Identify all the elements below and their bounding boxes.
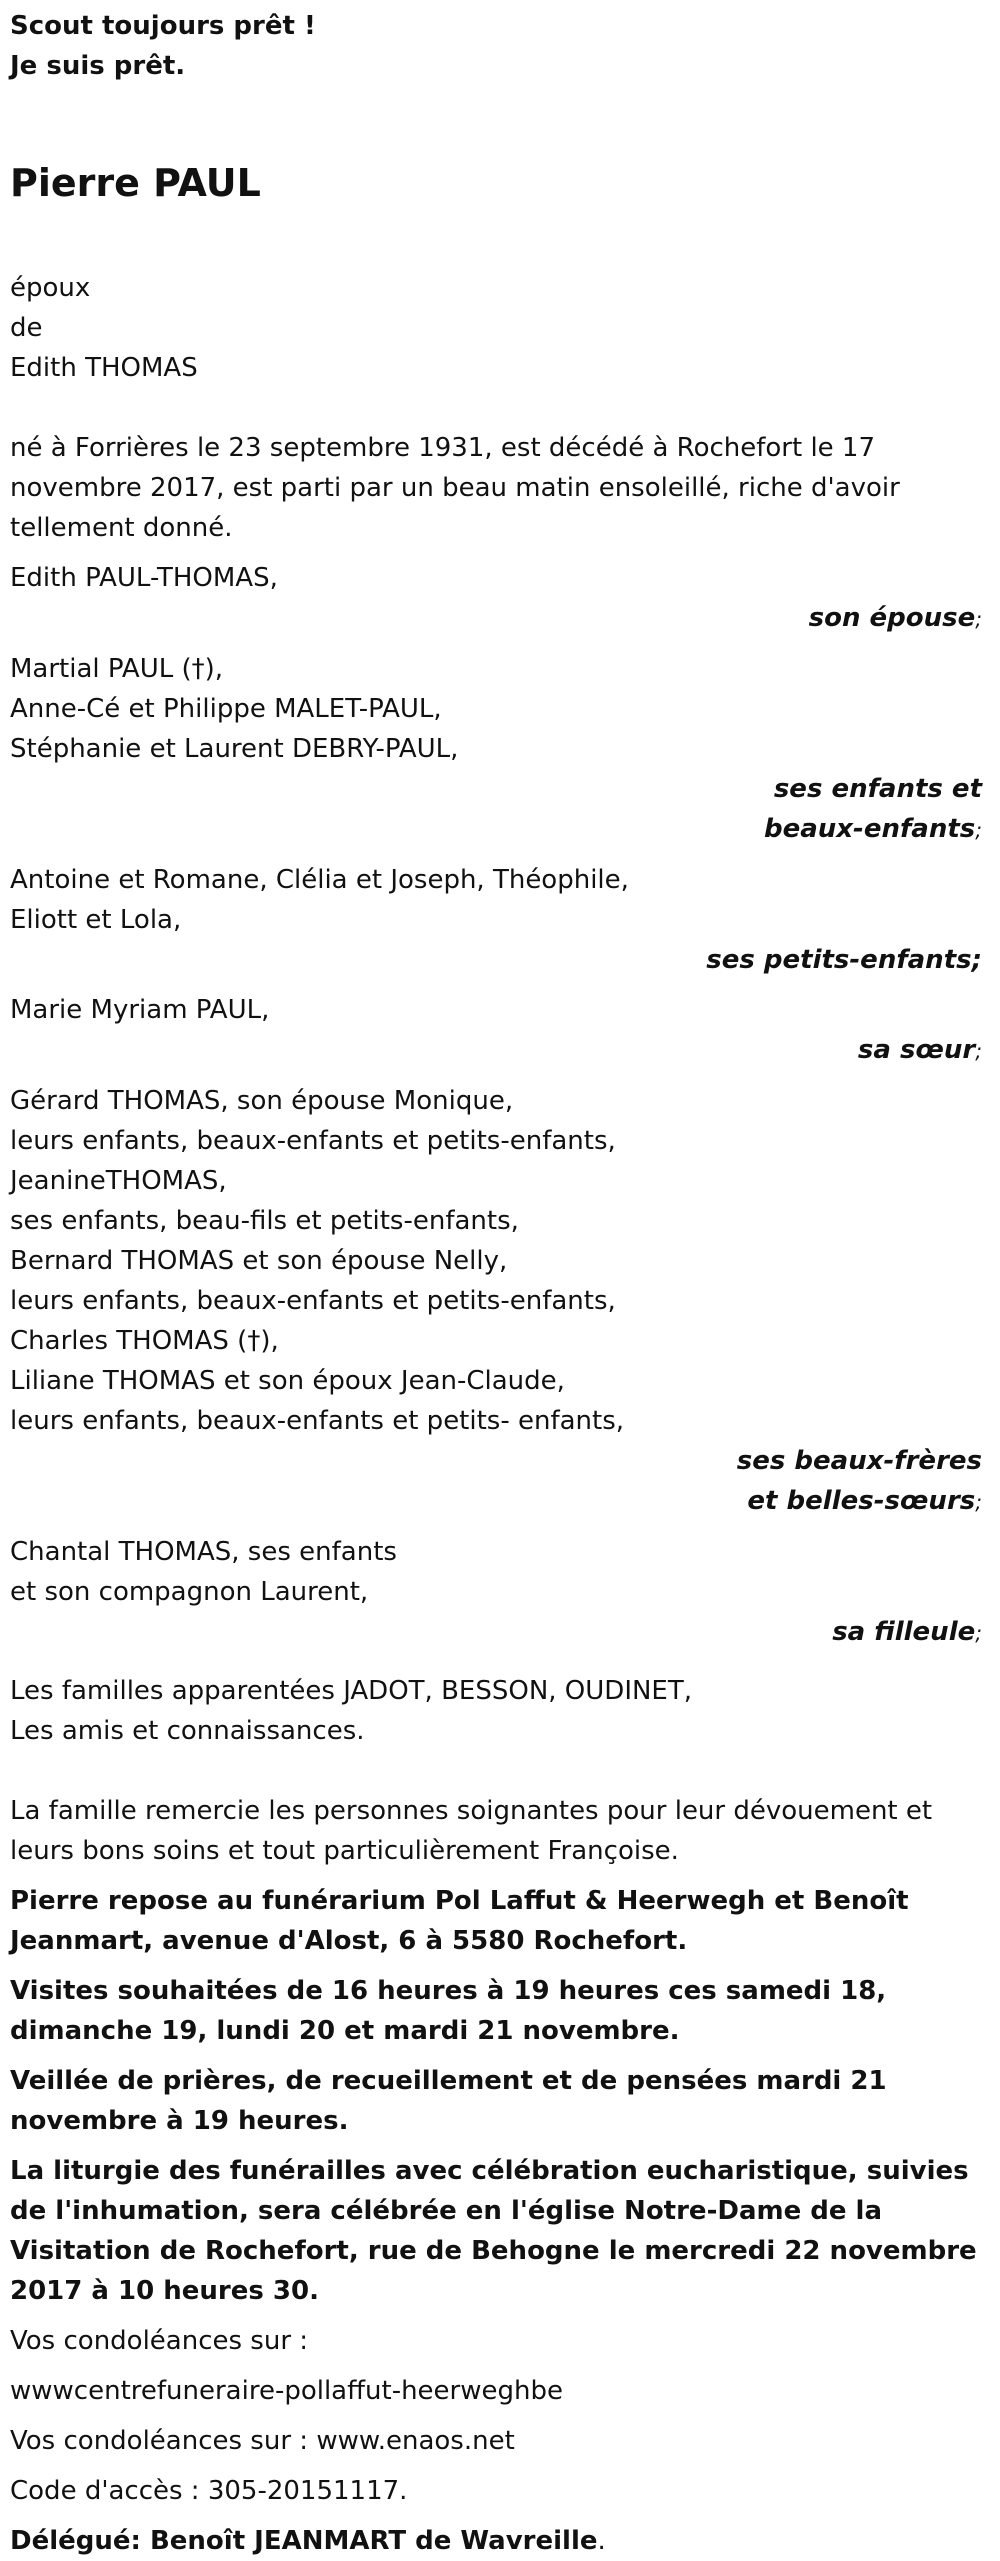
family-member-line: et son compagnon Laurent,: [10, 1577, 369, 1607]
family-member-line: leurs enfants, beaux-enfants et petits- enfants,: [10, 1406, 625, 1436]
family-role-text: son épouse: [808, 603, 976, 633]
family-member-line: Chantal THOMAS, ses enfants: [10, 1537, 397, 1567]
family-member-line: Liliane THOMAS et son époux Jean-Claude,: [10, 1366, 565, 1396]
family-member-line: Gérard THOMAS, son épouse Monique,: [10, 1086, 514, 1116]
family-role-label: [10, 1441, 990, 1481]
condolences-website-1: wwwcentrefuneraire-pollaffut-heerweghbe: [10, 2376, 563, 2406]
family-role-label: [10, 769, 990, 809]
family-role-label: [10, 809, 990, 850]
family-group: [10, 649, 990, 850]
family-group: [10, 990, 990, 1071]
funerarium-info: Pierre repose au funérarium Pol Laffut & Heerwegh et Benoît Jeanmart, avenue d'Alost, 6 à 5580 Rochefort.: [10, 1886, 909, 1956]
spouse-name: Edith THOMAS: [10, 353, 198, 383]
role-separator: ;: [975, 607, 982, 631]
delegate: [10, 2521, 990, 2561]
family-member-line: ses enfants, beau-fils et petits-enfants,: [10, 1206, 519, 1236]
motto-line-1: Scout toujours prêt !: [10, 11, 316, 41]
family-member-line: Edith PAUL-THOMAS,: [10, 563, 278, 593]
condolences-website-2: Vos condoléances sur : www.enaos.net: [10, 2426, 515, 2456]
family-role-label: [10, 1030, 990, 1071]
spouse-block: [10, 268, 990, 388]
motto-line-2: Je suis prêt.: [10, 51, 186, 81]
relatives-line-2: Les amis et connaissances.: [10, 1716, 365, 1746]
family-member-line: Antoine et Romane, Clélia et Joseph, Théophile,: [10, 865, 629, 895]
family-group: [10, 558, 990, 639]
family-role-label: [10, 598, 990, 639]
family-group: [10, 1532, 990, 1653]
family-member-line: Stéphanie et Laurent DEBRY-PAUL,: [10, 734, 459, 764]
family-role-text: beaux-enfants: [763, 814, 976, 844]
condolences-label: Vos condoléances sur :: [10, 2326, 309, 2356]
family-group: [10, 860, 990, 980]
family-role-label: [10, 1612, 990, 1653]
access-code: Code d'accès : 305-20151117.: [10, 2476, 408, 2506]
family-role-text: sa filleule: [832, 1617, 976, 1647]
family-member-line: leurs enfants, beaux-enfants et petits-enfants,: [10, 1126, 616, 1156]
family-role-label: [10, 1481, 990, 1522]
family-member-line: JeanineTHOMAS,: [10, 1166, 227, 1196]
thanks-paragraph: La famille remercie les personnes soignantes pour leur dévouement et leurs bons soins et tout particulièrement Françoise.: [10, 1796, 933, 1866]
relatives-line-1: Les familles apparentées JADOT, BESSON, OUDINET,: [10, 1676, 693, 1706]
family-role-text: sa sœur: [857, 1035, 976, 1065]
relatives-block: [10, 1671, 990, 1751]
relation-line-1: époux: [10, 273, 91, 303]
role-separator: ;: [975, 1039, 982, 1063]
role-separator: ;: [975, 818, 982, 842]
family-member-line: Anne-Cé et Philippe MALET-PAUL,: [10, 694, 442, 724]
family-member-line: Bernard THOMAS et son épouse Nelly,: [10, 1246, 508, 1276]
family-member-line: Eliott et Lola,: [10, 905, 182, 935]
family-role-text: et belles-sœurs: [747, 1486, 976, 1516]
role-separator: ;: [975, 1621, 982, 1645]
family-group: [10, 1081, 990, 1522]
family-member-line: Martial PAUL (†),: [10, 654, 224, 684]
family-member-line: Marie Myriam PAUL,: [10, 995, 270, 1025]
deceased-name: Pierre PAUL: [10, 161, 261, 205]
family-member-line: leurs enfants, beaux-enfants et petits-enfants,: [10, 1286, 616, 1316]
family-role-text: ses petits-enfants;: [706, 945, 982, 975]
liturgy-info: La liturgie des funérailles avec célébration eucharistique, suivies de l'inhumation, sera célébrée en l'église Notre-Dame de la Visitation de Rochefort, rue de Behogne le mercredi 22 novembre 2017 à 10 heures 30.: [10, 2156, 977, 2306]
family-role-text: ses beaux-frères: [736, 1446, 982, 1476]
vigil-info: Veillée de prières, de recueillement et de pensées mardi 21 novembre à 19 heures.: [10, 2066, 887, 2136]
visits-info: Visites souhaitées de 16 heures à 19 heures ces samedi 18, dimanche 19, lundi 20 et mardi 21 novembre.: [10, 1976, 887, 2046]
delegate-label: Délégué: Benoît JEANMART de Wavreille: [10, 2526, 598, 2556]
family-list: [10, 558, 990, 1653]
delegate-period: .: [597, 2526, 606, 2556]
family-role-label: [10, 940, 990, 980]
biography: né à Forrières le 23 septembre 1931, est décédé à Rochefort le 17 novembre 2017, est parti par un beau matin ensoleillé, riche d'avoir tellement donné.: [10, 433, 900, 543]
family-member-line: Charles THOMAS (†),: [10, 1326, 279, 1356]
role-separator: ;: [975, 1490, 982, 1514]
relation-line-2: de: [10, 313, 43, 343]
family-role-text: ses enfants et: [773, 774, 982, 804]
